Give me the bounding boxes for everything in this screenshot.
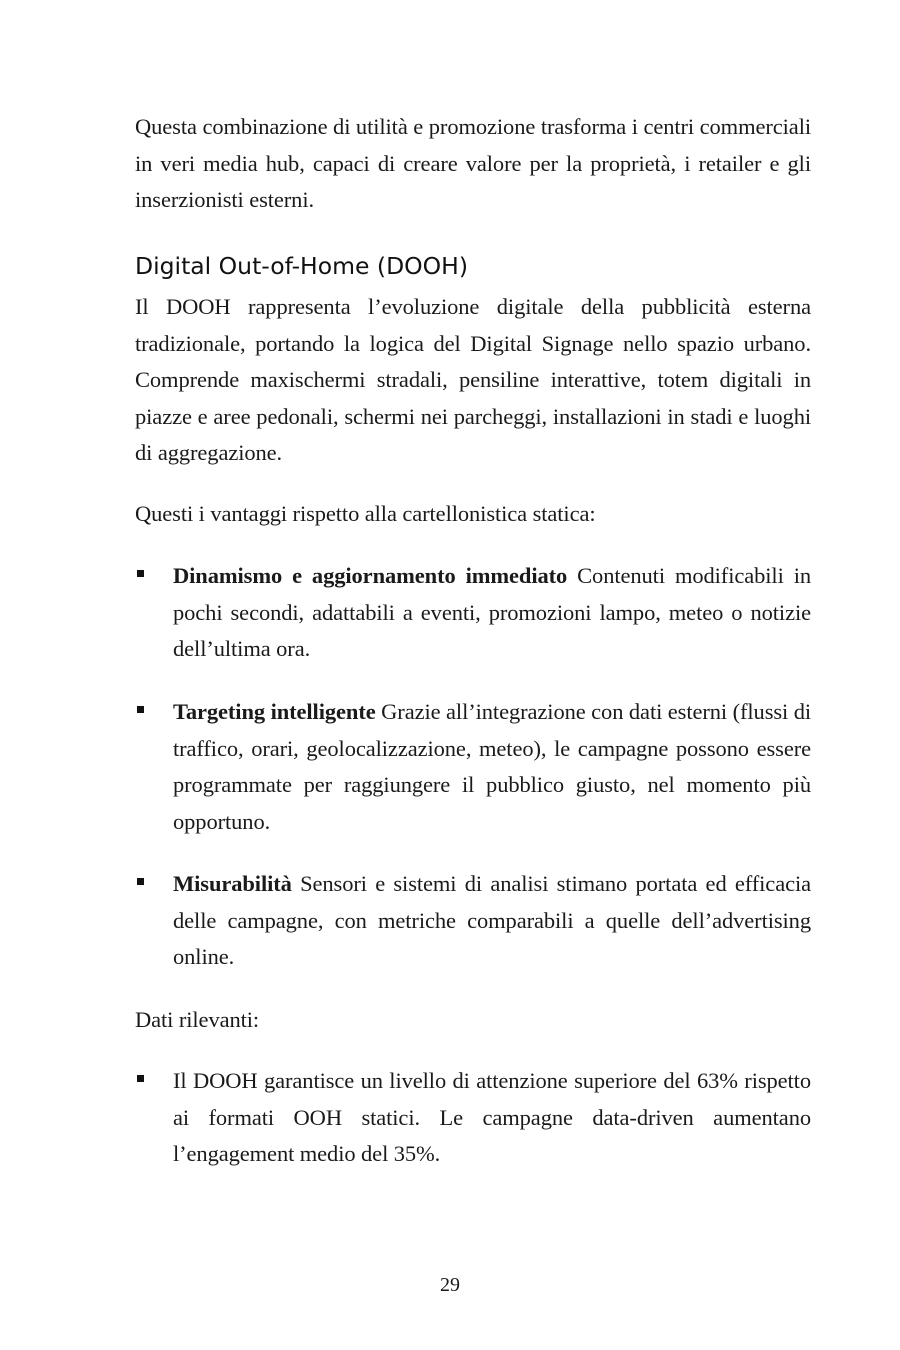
section-paragraph: Il DOOH rappresenta l’evoluzione digitale della pubblicità esterna tradizionale, portando la logica del Digital Signage nello spazio urbano. Comprende maxischermi stradali, pensiline interattive, totem digitali in piazze e aree pedonali, schermi nei parcheggi, installazioni in stadi e luoghi di aggregazione. xyxy=(135,294,811,465)
list-item-title: Targeting intelligente xyxy=(173,699,376,724)
list-item-text xyxy=(173,558,811,668)
list-item-text: Il DOOH garantisce un livello di attenzione superiore del 63% rispetto ai formati OOH statici. Le campagne data-driven aumentano l’engagement medio del 35%. xyxy=(173,1068,811,1166)
intro-paragraph: Questa combinazione di utilità e promozione trasforma i centri commerciali in veri media hub, capaci di creare valore per la proprietà, i retailer e gli inserzionisti esterni. xyxy=(135,114,811,212)
list-item xyxy=(135,866,811,976)
list-item-text xyxy=(173,694,811,840)
list-item-title: Dinamismo e aggiornamento immediato xyxy=(173,563,568,588)
list-item-body: Grazie all’integrazione con dati esterni (flussi di traffico, orari, geolocalizzazione, meteo), le campagne possono essere programmate per raggiungere il pubblico giusto, nel momento più opportuno. xyxy=(173,699,811,834)
square-bullet-icon xyxy=(137,570,144,577)
list-item-title: Misurabilità xyxy=(173,871,292,896)
list-item-text xyxy=(173,866,811,976)
list-item-body: Sensori e sistemi di analisi stimano portata ed efficacia delle campagne, con metriche comparabili a quelle dell’advertising online. xyxy=(173,871,811,969)
advantages-intro: Questi i vantaggi rispetto alla cartellonistica statica: xyxy=(135,501,596,526)
section-heading: Digital Out-of-Home (DOOH) xyxy=(135,252,469,280)
list-item-body: Contenuti modificabili in pochi secondi, adattabili a eventi, promozioni lampo, meteo o notizie dell’ultima ora. xyxy=(173,563,811,661)
square-bullet-icon xyxy=(137,878,144,885)
list-item xyxy=(135,1063,811,1173)
square-bullet-icon xyxy=(137,706,144,713)
page-number: 29 xyxy=(440,1274,460,1296)
list-item xyxy=(135,558,811,668)
square-bullet-icon xyxy=(137,1075,144,1082)
data-intro: Dati rilevanti: xyxy=(135,1007,260,1032)
list-item xyxy=(135,694,811,840)
